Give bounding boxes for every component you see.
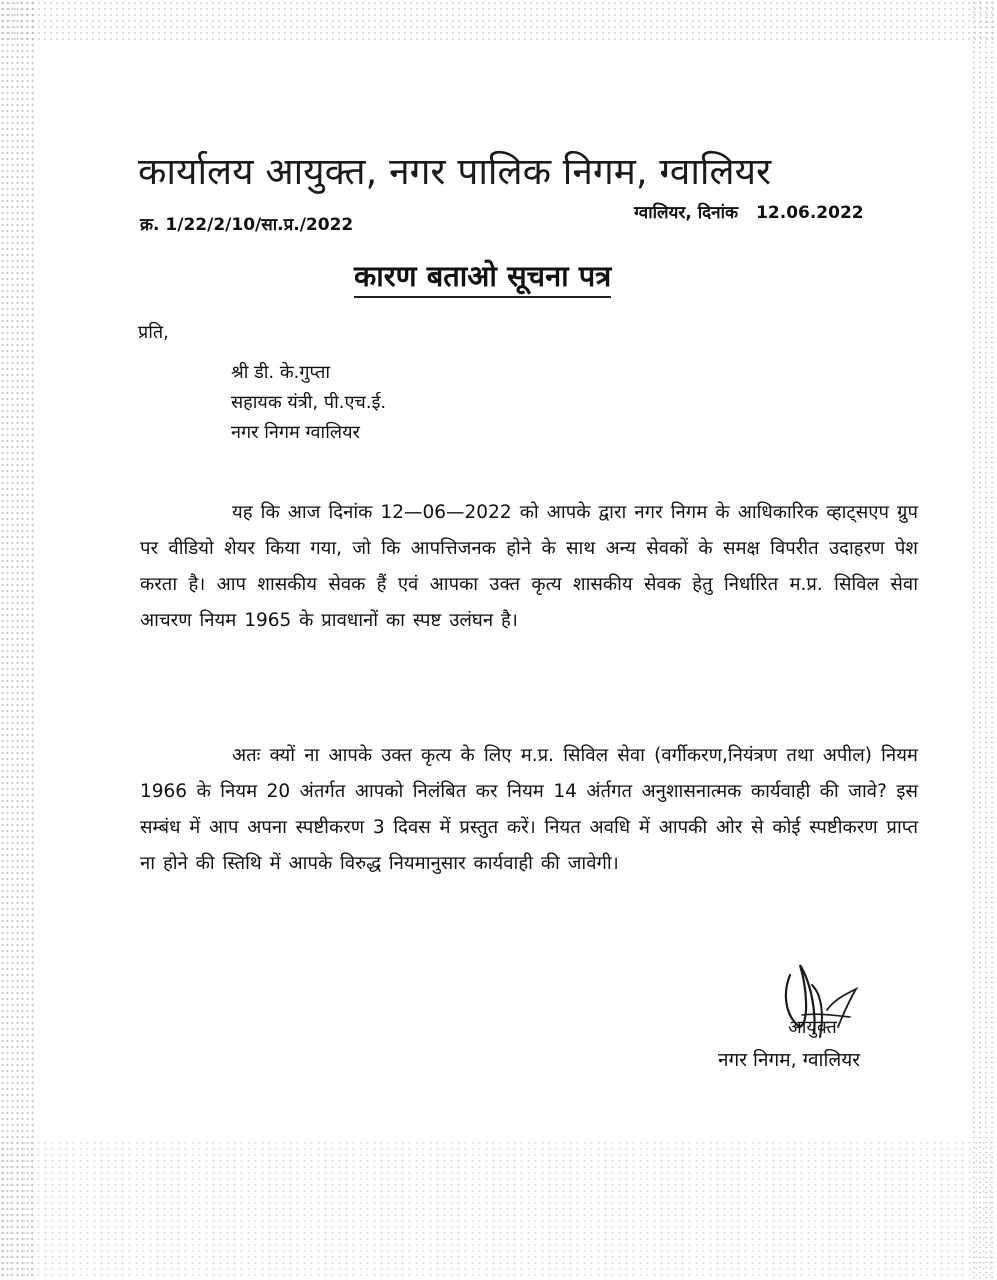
addressee-designation: सहायक यंत्री, पी.एच.ई. [231,392,387,413]
addressee-block [231,358,386,448]
office-title: कार्यालय आयुक्त, नगर पालिक निगम, ग्वालियर [138,150,772,193]
body-paragraph-1: यह कि आज दिनांक 12—06—2022 को आपके द्वारा नगर निगम के आधिकारिक व्हाट्सएप ग्रुप पर वीडियो शेयर किया गया, जो कि आपत्तिजनक होने के साथ अन्य सेवकों के समक्ष विपरीत उदाहरण पेश करता है। आप शासकीय सेवक हैं एवं आपका उक्त कृत्य शासकीय सेवक हेतु निर्धारित म.प्र. सिविल सेवा आचरण नियम 1965 के प्रावधानों का स्पष्ट उलंघन है। [140,502,918,631]
scan-noise-bottom [0,1140,997,1280]
letter-date: 12.06.2022 [756,203,864,223]
scan-noise-right [971,0,997,1280]
signatory-title: आयुक्त [788,1017,837,1038]
subject-heading: कारण बताओ सूचना पत्र [354,256,611,298]
signatory-office: नगर निगम, ग्वालियर [718,1049,861,1071]
salutation: प्रति, [138,322,169,343]
place-date-line [634,200,864,223]
body-paragraph-2: अतः क्यों ना आपके उक्त कृत्य के लिए म.प्र. सिविल सेवा (वर्गीकरण,नियंत्रण तथा अपील) नियम 1966 के नियम 20 अंतर्गत आपको निलंबित कर नियम 14 अंर्तगत अनुशासनात्मक कार्यवाही की जावे? इस सम्बंध में आप अपना स्पष्टीकरण 3 दिवस में प्रस्तुत करें। नियत अवधि में आपकी ओर से कोई स्पष्टीकरण प्राप्त ना होने की स्तिथि में आपके विरुद्ध नियमानुसार कार्यवाही की जावेगी। [140,745,918,874]
addressee-office: नगर निगम ग्वालियर [231,422,360,443]
addressee-name: श्री डी. के.गुप्ता [231,362,331,383]
scan-noise-top [0,0,997,42]
place-date-label: ग्वालियर, दिनांक [634,203,739,223]
reference-number: क्र. 1/22/2/10/सा.प्र./2022 [140,215,354,235]
scan-noise-left [0,0,34,1280]
